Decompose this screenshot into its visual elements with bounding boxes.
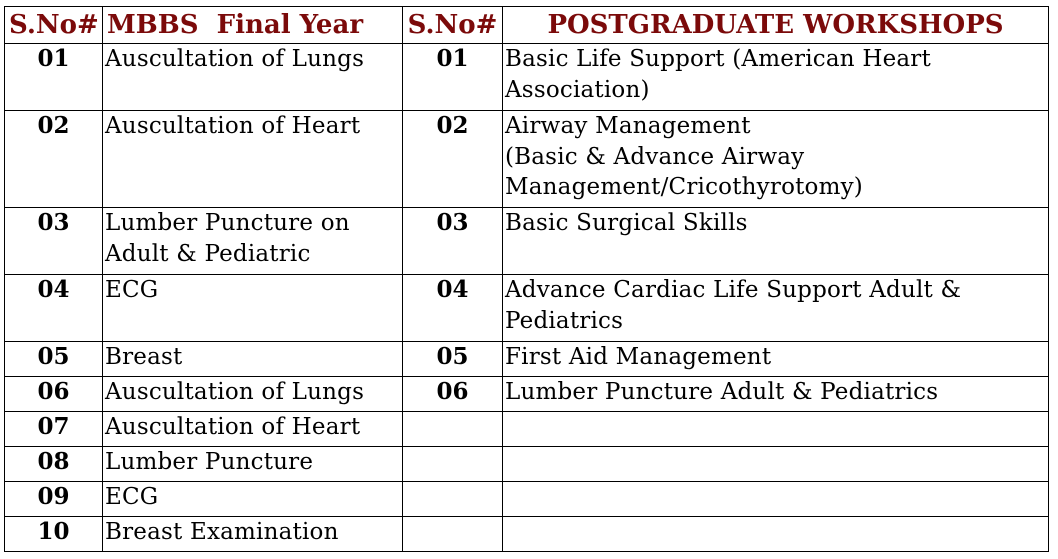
pg-sno <box>403 482 503 517</box>
pg-workshop-line: (Basic & Advance Airway <box>505 143 805 170</box>
pg-workshop <box>503 412 1049 447</box>
pg-sno: 05 <box>403 342 503 377</box>
mbbs-topic <box>103 342 403 377</box>
mbbs-sno: 08 <box>5 447 103 482</box>
mbbs-topic <box>103 275 403 342</box>
mbbs-topic <box>103 447 403 482</box>
mbbs-sno: 10 <box>5 517 103 552</box>
mbbs-sno: 01 <box>5 44 103 111</box>
pg-sno <box>403 517 503 552</box>
header-sno-left: S.No# <box>5 7 103 44</box>
pg-workshop <box>503 275 1049 342</box>
mbbs-topic-line: Breast <box>105 344 183 370</box>
mbbs-topic-line: Auscultation of Heart <box>105 113 361 139</box>
table-row <box>5 111 1049 208</box>
mbbs-topic-line: Auscultation of Heart <box>105 414 361 440</box>
mbbs-topic <box>103 44 403 111</box>
mbbs-topic-line: ECG <box>105 277 159 303</box>
pg-sno: 06 <box>403 377 503 412</box>
header-mbbs-final-year: MBBS Final Year <box>103 7 403 44</box>
pg-workshop-line: Basic Surgical Skills <box>505 210 748 236</box>
pg-workshop-line: Management/Cricothyrotomy) <box>505 174 863 200</box>
pg-workshop-line: Lumber Puncture Adult & Pediatrics <box>505 379 939 405</box>
pg-sno: 01 <box>403 44 503 111</box>
mbbs-sno: 06 <box>5 377 103 412</box>
table-row <box>5 377 1049 412</box>
pg-workshop-line: First Aid Management <box>505 344 772 370</box>
mbbs-topic-line: ECG <box>105 484 159 510</box>
mbbs-topic-line: Breast Examination <box>105 519 339 545</box>
pg-workshop <box>503 377 1049 412</box>
pg-workshop-line: Airway Management <box>505 113 751 139</box>
table-row <box>5 482 1049 517</box>
pg-workshop-line: Association) <box>505 76 650 103</box>
pg-sno: 03 <box>403 208 503 275</box>
pg-workshop <box>503 111 1049 208</box>
pg-sno <box>403 447 503 482</box>
pg-workshop <box>503 517 1049 552</box>
pg-sno: 04 <box>403 275 503 342</box>
mbbs-topic <box>103 208 403 275</box>
table-row <box>5 208 1049 275</box>
pg-sno: 02 <box>403 111 503 208</box>
pg-workshop-line: Pediatrics <box>505 307 624 334</box>
mbbs-topic-line: Adult & Pediatric <box>105 240 311 267</box>
table-row <box>5 275 1049 342</box>
pg-workshop <box>503 208 1049 275</box>
mbbs-topic-line: Auscultation of Lungs <box>105 46 365 72</box>
mbbs-sno: 03 <box>5 208 103 275</box>
pg-workshop-line: Basic Life Support (American Heart <box>505 46 931 72</box>
mbbs-topic-line: Auscultation of Lungs <box>105 379 365 405</box>
mbbs-topic <box>103 482 403 517</box>
mbbs-topic <box>103 517 403 552</box>
mbbs-topic-line: Lumber Puncture on <box>105 210 350 236</box>
table-row <box>5 517 1049 552</box>
workshops-table <box>4 6 1049 552</box>
mbbs-sno: 04 <box>5 275 103 342</box>
pg-workshop <box>503 44 1049 111</box>
mbbs-topic <box>103 377 403 412</box>
table-row <box>5 447 1049 482</box>
mbbs-sno: 05 <box>5 342 103 377</box>
mbbs-sno: 07 <box>5 412 103 447</box>
header-postgraduate-workshops: POSTGRADUATE WORKSHOPS <box>503 7 1049 44</box>
pg-workshop <box>503 482 1049 517</box>
header-row <box>5 7 1049 44</box>
table-row <box>5 342 1049 377</box>
pg-workshop <box>503 447 1049 482</box>
pg-workshop-line: Advance Cardiac Life Support Adult & <box>505 277 962 303</box>
mbbs-topic <box>103 111 403 208</box>
table-row <box>5 412 1049 447</box>
mbbs-sno: 09 <box>5 482 103 517</box>
table-row <box>5 44 1049 111</box>
mbbs-topic <box>103 412 403 447</box>
header-sno-right: S.No# <box>403 7 503 44</box>
mbbs-topic-line: Lumber Puncture <box>105 449 314 475</box>
pg-sno <box>403 412 503 447</box>
mbbs-sno: 02 <box>5 111 103 208</box>
pg-workshop <box>503 342 1049 377</box>
